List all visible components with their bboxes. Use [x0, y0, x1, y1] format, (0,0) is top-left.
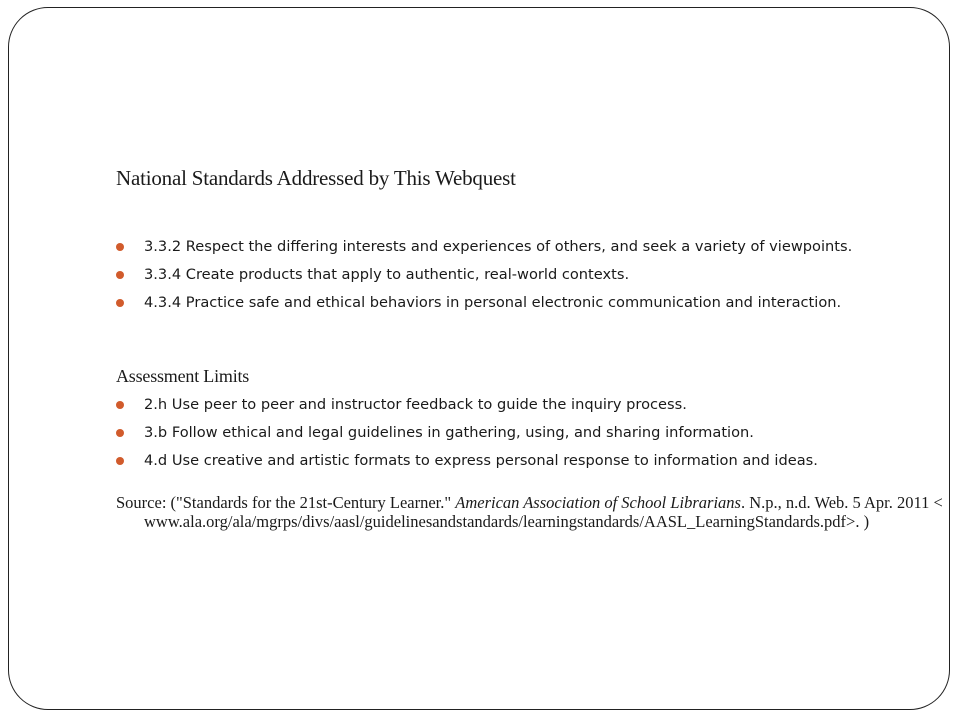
standards-list [116, 233, 936, 317]
source-suffix: . N.p., n.d. Web. 5 Apr. 2011 <www.ala.org/ala/mgrps/divs/aasl/guidelinesandstandards/learningstandards/AASL_LearningStandards.pdf>. ) [144, 493, 943, 531]
list-item-text: 4.3.4 Practice safe and ethical behaviors in personal electronic communication and interaction. [144, 294, 842, 311]
assessment-list [116, 391, 936, 475]
bullet-dot-icon [116, 457, 124, 465]
bullet-dot-icon [116, 271, 124, 279]
list-item [116, 447, 936, 475]
bullet-dot-icon [116, 429, 124, 437]
section-heading: National Standards Addressed by This Webquest [116, 166, 516, 190]
list-item [116, 289, 936, 317]
source-publisher: American Association of School Librarians [455, 493, 741, 512]
list-item-text: 2.h Use peer to peer and instructor feedback to guide the inquiry process. [144, 396, 687, 413]
list-item [116, 419, 936, 447]
bullet-dot-icon [116, 401, 124, 409]
list-item [116, 233, 936, 261]
list-item [116, 261, 936, 289]
source-citation [116, 493, 954, 531]
list-item-text: 3.3.4 Create products that apply to authentic, real-world contexts. [144, 266, 630, 283]
slide-frame [8, 7, 950, 710]
list-item-text: 3.3.2 Respect the differing interests and experiences of others, and seek a variety of viewpoints. [144, 238, 853, 255]
list-item-text: 4.d Use creative and artistic formats to express personal response to information and ideas. [144, 452, 818, 469]
bullet-dot-icon [116, 243, 124, 251]
list-item [116, 391, 936, 419]
slide-content [116, 163, 943, 531]
list-item-text: 3.b Follow ethical and legal guidelines in gathering, using, and sharing information. [144, 424, 754, 441]
assessment-heading: Assessment Limits [116, 366, 250, 386]
bullet-dot-icon [116, 299, 124, 307]
source-prefix: Source: ("Standards for the 21st-Century Learner." [116, 493, 456, 512]
